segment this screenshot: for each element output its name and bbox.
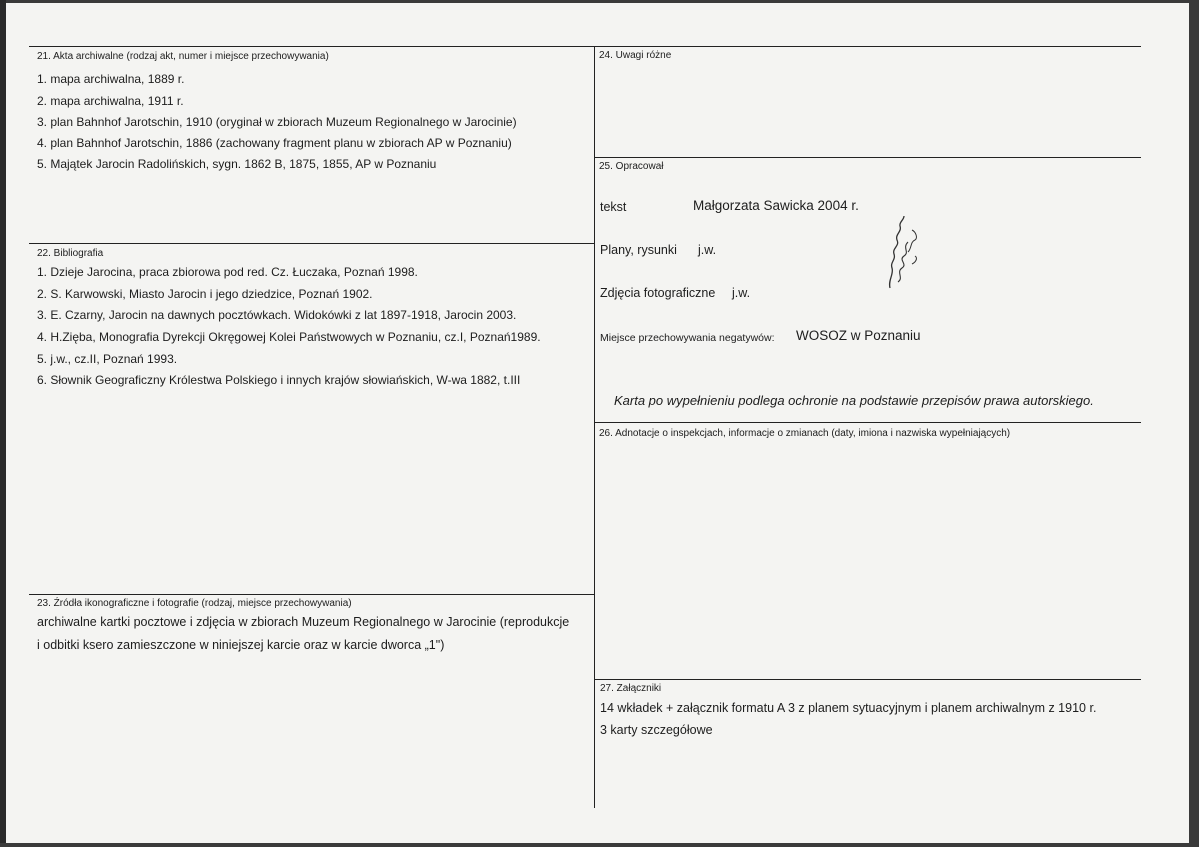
- plany-label: Plany, rysunki: [600, 243, 677, 257]
- section-26-label: 26. Adnotacje o inspekcjach, informacje o zmianach (daty, imiona i nazwiska wypełniających): [599, 428, 1011, 439]
- column-divider: [594, 46, 595, 808]
- scan-edge-left: [0, 0, 6, 847]
- negatywy-label: Miejsce przechowywania negatywów:: [600, 332, 775, 344]
- section-22-item: 2. S. Karwowski, Miasto Jarocin i jego dziedzice, Poznań 1902.: [37, 287, 373, 301]
- section-24-label: 24. Uwagi różne: [599, 50, 672, 61]
- section-25-label: 25. Opracował: [599, 161, 664, 172]
- section-23-line: i odbitki ksero zamieszczone w niniejszej karcie oraz w karcie dworca „1"): [37, 638, 445, 652]
- tekst-value: Małgorzata Sawicka 2004 r.: [693, 198, 859, 213]
- section-27-label: 27. Załączniki: [600, 683, 662, 694]
- scan-edge-top: [0, 0, 1199, 3]
- section-22-item: 4. H.Zięba, Monografia Dyrekcji Okręgowej Kolei Państwowych w Poznaniu, cz.I, Poznań1989.: [37, 330, 541, 344]
- divider-24-25: [594, 157, 1141, 158]
- divider-26-27: [594, 679, 1141, 680]
- divider-22-23: [29, 594, 594, 595]
- scan-edge-bottom: [0, 843, 1199, 847]
- zdjecia-value: j.w.: [732, 286, 751, 300]
- divider-25-26: [594, 422, 1141, 423]
- section-21-item: 1. mapa archiwalna, 1889 r.: [37, 72, 185, 86]
- divider-21-22: [29, 243, 594, 244]
- section-23-line: archiwalne kartki pocztowe i zdjęcia w zbiorach Muzeum Regionalnego w Jarocinie (reprodukcje: [37, 615, 570, 629]
- section-27-line: 14 wkładek + załącznik formatu A 3 z planem sytuacyjnym i planem archiwalnym z 1910 r.: [600, 701, 1097, 715]
- section-22-item: 6. Słownik Geograficzny Królestwa Polskiego i innych krajów słowiańskich, W-wa 1882, t.III: [37, 373, 521, 387]
- section-21-item: 4. plan Bahnhof Jarotschin, 1886 (zachowany fragment planu w zbiorach AP w Poznaniu): [37, 136, 512, 150]
- plany-value: j.w.: [698, 243, 717, 257]
- section-21-item: 2. mapa archiwalna, 1911 r.: [37, 94, 184, 108]
- section-22-item: 5. j.w., cz.II, Poznań 1993.: [37, 352, 178, 366]
- section-21-item: 5. Majątek Jarocin Radolińskich, sygn. 1862 B, 1875, 1855, AP w Poznaniu: [37, 157, 437, 171]
- section-21-item: 3. plan Bahnhof Jarotschin, 1910 (oryginał w zbiorach Muzeum Regionalnego w Jarocinie): [37, 115, 517, 129]
- section-22-label: 22. Bibliografia: [37, 248, 104, 259]
- section-22-item: 3. E. Czarny, Jarocin na dawnych pocztówkach. Widokówki z lat 1897-1918, Jarocin 2003.: [37, 308, 517, 322]
- tekst-label: tekst: [600, 200, 627, 214]
- signature-scribble: [882, 212, 922, 292]
- copyright-note: Karta po wypełnieniu podlega ochronie na podstawie przepisów prawa autorskiego.: [614, 393, 1094, 408]
- section-21-label: 21. Akta archiwalne (rodzaj akt, numer i miejsce przechowywania): [37, 51, 329, 62]
- section-23-label: 23. Źródła ikonograficzne i fotografie (rodzaj, miejsce przechowywania): [37, 598, 352, 609]
- scan-edge-right: [1189, 0, 1199, 847]
- section-27-line: 3 karty szczegółowe: [600, 723, 713, 737]
- zdjecia-label: Zdjęcia fotograficzne: [600, 286, 716, 300]
- divider-top: [29, 46, 1141, 47]
- negatywy-value: WOSOZ w Poznaniu: [796, 328, 921, 343]
- section-22-item: 1. Dzieje Jarocina, praca zbiorowa pod red. Cz. Łuczaka, Poznań 1998.: [37, 265, 418, 279]
